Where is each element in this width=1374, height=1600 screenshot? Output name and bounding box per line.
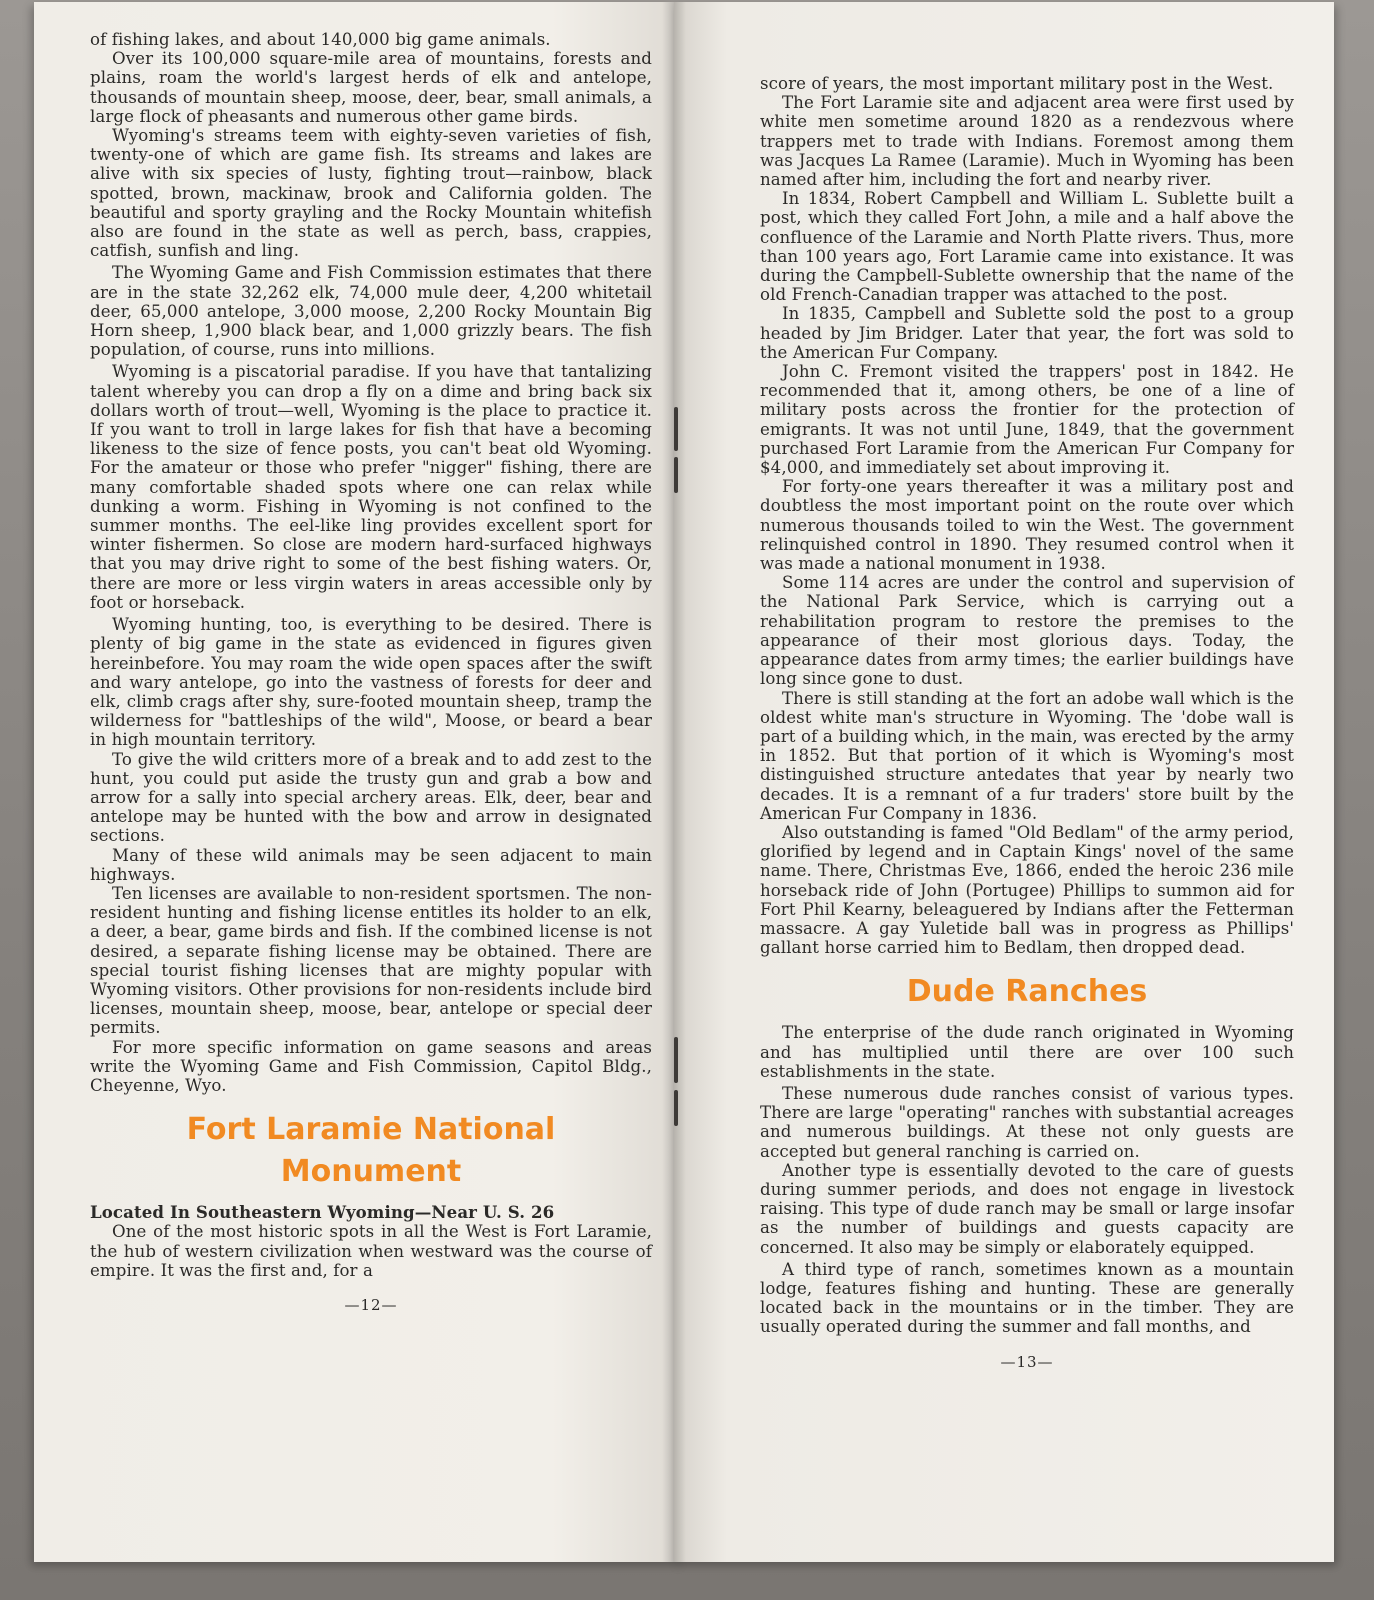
paragraph: The Wyoming Game and Fish Commission estimates that there are in the state 32,262 elk, 74,000 mule deer, 4,200 whitetail deer, 65,000 antelope, 3,000 moose, 2,200 Rocky Mountain Big Horn sheep, 1,900 black bear, and 1,000 grizzly bears. The fish population, of course, runs into millions.	[90, 263, 652, 360]
staple	[674, 457, 678, 493]
page-number: —12—	[344, 1295, 398, 1314]
paragraph: For forty-one years thereafter it was a military post and doubtless the most important point on the route over which numerous thousands toiled to win the West. The government relinquished control in 1890. They resumed control when it was made a national monument in 1938.	[760, 477, 1294, 574]
paragraph: There is still standing at the fort an adobe wall which is the oldest white man's structure in Wyoming. The 'dobe wall is part of a building which, in the main, was erected by the army in 1852. But that portion of it which is Wyoming's most distinguished structure antedates that year by nearly two decades. It is a remnant of a fur traders' store built by the American Fur Company in 1836.	[760, 688, 1294, 823]
paragraph: Many of these wild animals may be seen adjacent to main highways.	[90, 845, 652, 884]
paragraph: Wyoming hunting, too, is everything to be desired. There is plenty of big game in the state as evidenced in figures given hereinbefore. You may roam the wide open spaces after the swift and wary antelope, go into the vastness of forests for deer and elk, climb crags after shy, sure-footed mountain sheep, tramp the wilderness for "battleships of the wild", Moose, or beard a bear in high mountain territory.	[90, 615, 652, 750]
staple	[674, 407, 678, 451]
paragraph: Some 114 acres are under the control and supervision of the National Park Service, which is carrying out a rehabilitation program to restore the premises to the appearance of their most glorious days. Today, the appearance dates from army times; the earlier buildings have long since gone to dust.	[760, 573, 1294, 689]
paragraph: John C. Fremont visited the trappers' post in 1842. He recommended that it, among others, be one of a line of military posts across the frontier for the protection of emigrants. It was not until June, 1849, that the government purchased Fort Laramie from the American Fur Company for $4,000, and immediately set about improving it.	[760, 362, 1294, 478]
paragraph: These numerous dude ranches consist of various types. There are large "operating" ranches with substantial acreages and numerous buildings. At these not only guests are accepted but general ranching is carried on.	[760, 1083, 1294, 1161]
staple	[674, 1037, 678, 1083]
heading-line: Fort Laramie National	[186, 1112, 556, 1148]
paragraph: To give the wild critters more of a break and to add zest to the hunt, you could put aside the trusty gun and grab a bow and arrow for a sally into special archery areas. Elk, deer, bear and antelope may be hunted with the bow and arrow in designated sections.	[90, 749, 652, 846]
section-heading-fort-laramie	[90, 1109, 652, 1193]
paragraph: Wyoming's streams teem with eighty-seven varieties of fish, twenty-one of which are game fish. Its streams and lakes are alive with six species of lusty, fighting trout—rainbow, black spotted, brown, mackinaw, brook and California golden. The beautiful and sporty grayling and the Rocky Mountain whitefish also are found in the state as well as perch, bass, crappies, catfish, sunfish and ling.	[90, 126, 652, 261]
right-column	[760, 74, 1294, 1371]
paragraph: of fishing lakes, and about 140,000 big game animals.	[90, 30, 551, 49]
paragraph: Over its 100,000 square-mile area of mountains, forests and plains, roam the world's largest herds of elk and antelope, thousands of mountain sheep, moose, deer, bear, small animals, a large flock of pheasants and numerous other game birds.	[90, 49, 652, 126]
subheading: Located In Southeastern Wyoming—Near U. S. 26	[90, 1202, 555, 1223]
paragraph: The enterprise of the dude ranch originated in Wyoming and has multiplied until there are over 100 such establishments in the state.	[760, 1023, 1294, 1081]
paragraph: Another type is essentially devoted to the care of guests during summer periods, and does not engage in livestock raising. This type of dude ranch may be small or large insofar as the number of buildings and guests capacity are concerned. It also may be simply or elaborately equipped.	[760, 1160, 1294, 1257]
right-page	[674, 2, 1334, 1562]
paragraph: In 1834, Robert Campbell and William L. Sublette built a post, which they called Fort John, a mile and a half above the confluence of the Laramie and North Platte rivers. Thus, more than 100 years ago, Fort Laramie came into existance. It was during the Campbell-Sublette ownership that the name of the old French-Canadian trapper was attached to the post.	[760, 189, 1294, 305]
staple	[674, 1090, 678, 1126]
page-number: —13—	[1000, 1352, 1054, 1371]
section-heading-dude-ranches: Dude Ranches	[906, 974, 1148, 1010]
paragraph: Ten licenses are available to non-resident sportsmen. The non-resident hunting and fishing license entitles its holder to an elk, a deer, a bear, game birds and fish. If the combined license is not desired, a separate fishing license may be obtained. There are special tourist fishing licenses that are mighty popular with Wyoming visitors. Other provisions for non-residents include bird licenses, mountain sheep, moose, bear, antelope or special deer permits.	[90, 883, 652, 1038]
paragraph: score of years, the most important military post in the West.	[760, 74, 1274, 93]
left-page	[34, 2, 682, 1562]
paragraph: One of the most historic spots in all the West is Fort Laramie, the hub of western civilization when westward was the course of empire. It was the first and, for a	[90, 1222, 652, 1280]
paragraph: Wyoming is a piscatorial paradise. If you have that tantalizing talent whereby you can drop a fly on a dime and bring back six dollars worth of trout—well, Wyoming is the place to practice it. If you want to troll in large lakes for fish that have a becoming likeness to the size of fence posts, you can't beat old Wyoming. For the amateur or those who prefer "nigger" fishing, there are many comfortable shaded spots where one can relax while dunking a worm. Fishing in Wyoming is not confined to the summer months. The eel-like ling provides excellent sport for winter fishermen. So close are modern hard-surfaced highways that you may drive right to some of the best fishing waters. Or, there are more or less virgin waters in areas accessible only by foot or horseback.	[90, 362, 652, 612]
heading-line: Monument	[280, 1154, 462, 1190]
booklet-spread	[34, 2, 1334, 1562]
paragraph: Also outstanding is famed "Old Bedlam" of the army period, glorified by legend and in Captain Kings' novel of the same name. There, Christmas Eve, 1866, ended the heroic 236 mile horseback ride of John (Portugee) Phillips to summon aid for Fort Phil Kearny, beleaguered by Indians after the Fetterman massacre. A gay Yuletide ball was in progress as Phillips' gallant horse carried him to Bedlam, then dropped dead.	[760, 822, 1294, 958]
paragraph: For more specific information on game seasons and areas write the Wyoming Game and Fish Commission, Capitol Bldg., Cheyenne, Wyo.	[90, 1037, 652, 1095]
paragraph: In 1835, Campbell and Sublette sold the post to a group headed by Jim Bridger. Later that year, the fort was sold to the American Fur Company.	[760, 304, 1294, 362]
paragraph: The Fort Laramie site and adjacent area were first used by white men sometime around 1820 as a rendezvous where trappers met to trade with Indians. Foremost among them was Jacques La Ramee (Laramie). Much in Wyoming has been named after him, including the fort and nearby river.	[760, 93, 1294, 190]
spine-gutter	[662, 2, 686, 1562]
paragraph: A third type of ranch, sometimes known as a mountain lodge, features fishing and hunting. These are generally located back in the mountains or in the timber. They are usually operated during the summer and fall months, and	[760, 1259, 1294, 1337]
left-column	[90, 30, 652, 1314]
